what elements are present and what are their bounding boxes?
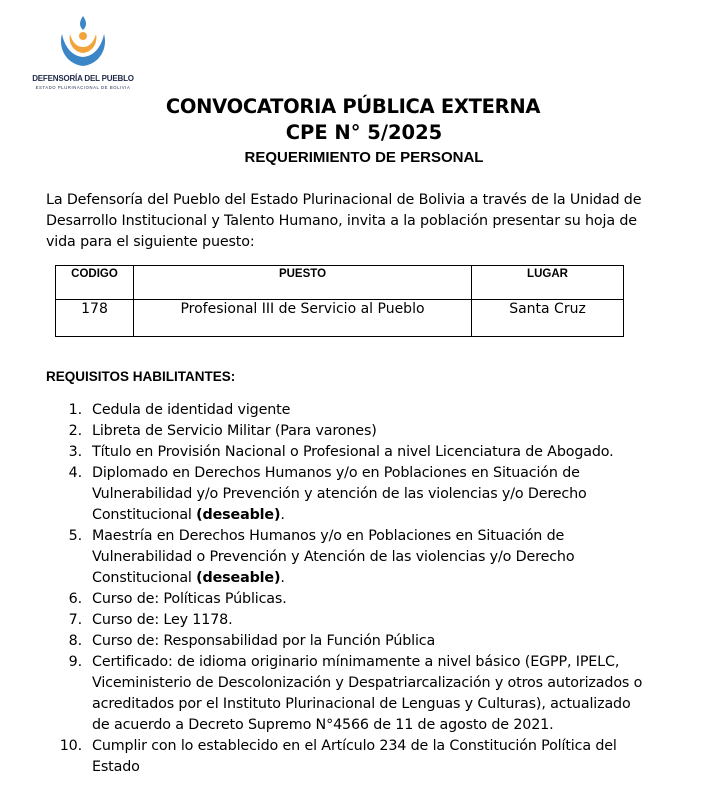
list-item [46,631,646,652]
item-text: Maestría en Derechos Humanos y/o en Poblaciones en Situación de Vulnerabilidad o Prevención y Atención de las violencias y/o Derecho Constitucional [92,528,575,586]
item-number: 7. [68,612,82,628]
column-header-puesto: PUESTO [134,266,472,300]
logo-name: DEFENSORÍA DEL PUEBLO [32,74,134,83]
logo-subtitle: ESTADO PLURINACIONAL DE BOLIVIA [35,85,131,90]
item-emphasis: (deseable) [196,570,281,586]
item-number: 3. [68,444,82,460]
item-text: Curso de: Políticas Públicas. [92,591,287,607]
institution-logo [30,14,136,94]
item-text: Certificado: de idioma originario mínimamente a nivel básico (EGPP, IPELC, Viceministerio de Descolonización y Despatriarcalización y otros autorizados o acreditados por el Instituto Plurinacional de Lenguas y Culturas), actualizado de acuerdo a Decreto Supremo N°4566 de 11 de agosto de 2021. [92,654,643,733]
list-item [46,400,646,421]
item-text: Título en Provisión Nacional o Profesional a nivel Licenciatura de Abogado. [92,444,614,460]
document-title: CONVOCATORIA PÚBLICA EXTERNA [165,95,541,118]
call-number: CPE N° 5/2025 [285,121,443,144]
item-suffix: . [280,570,285,586]
item-number: 4. [68,465,82,481]
item-number: 6. [68,591,82,607]
item-text: Curso de: Responsabilidad por la Función Pública [92,633,436,649]
item-text: Cumplir con lo establecido en el Artículo 234 de la Constitución Política del Estado [92,738,617,775]
item-text: Curso de: Ley 1178. [92,612,233,628]
requirements-list [46,400,646,778]
column-header-codigo: CODIGO [56,266,134,300]
item-suffix: . [280,507,285,523]
item-emphasis: (deseable) [196,507,281,523]
document-subtitle: REQUERIMIENTO DE PERSONAL [244,149,484,166]
list-item [46,589,646,610]
positions-table [55,265,624,337]
item-text: Libreta de Servicio Militar (Para varones) [92,423,377,439]
item-number: 2. [68,423,82,439]
cell-codigo: 178 [56,300,134,337]
cell-puesto: Profesional III de Servicio al Pueblo [134,300,472,337]
logo-emblem-icon [54,14,112,72]
intro-paragraph: La Defensoría del Pueblo del Estado Plurinacional de Bolivia a través de la Unidad de Desarrollo Institucional y Talento Humano, invita a la población presentar su hoja de vida para el siguiente puesto: [46,192,642,250]
column-header-lugar: LUGAR [472,266,624,300]
list-item [46,463,646,526]
table-row [56,300,624,337]
list-item [46,526,646,589]
list-item [46,442,646,463]
item-text: Cedula de identidad vigente [92,402,291,418]
item-text: Diplomado en Derechos Humanos y/o en Poblaciones en Situación de Vulnerabilidad y/o Prevención y atención de las violencias y/o Derecho Constitucional [92,465,587,523]
list-item [46,610,646,631]
list-item [46,421,646,442]
list-item [46,652,646,736]
item-number: 9. [68,654,82,670]
requirements-heading: REQUISITOS HABILITANTES: [46,369,236,384]
item-number: 8. [68,633,82,649]
list-item [46,736,646,778]
item-number: 10. [59,738,82,754]
item-number: 1. [68,402,82,418]
table-header-row [56,266,624,300]
cell-lugar: Santa Cruz [472,300,624,337]
item-number: 5. [68,528,82,544]
